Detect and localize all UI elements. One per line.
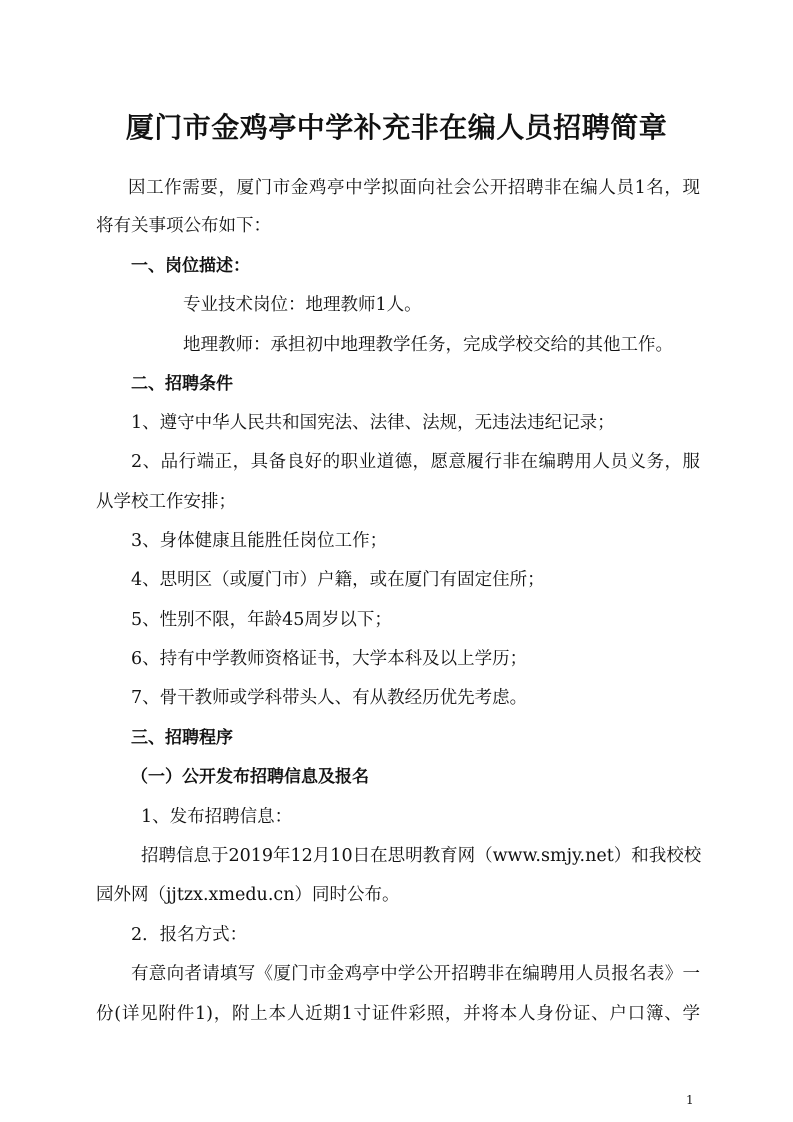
duty-line: 地理教师：承担初中地理教学任务，完成学校交给的其他工作。 [183, 335, 673, 355]
section-heading-position: 一、岗位描述： [131, 256, 250, 276]
section-heading-procedure: 三、招聘程序 [131, 728, 233, 748]
publish-info-line-2: 园外网（jjtzx.xmedu.cn）同时公布。 [96, 885, 400, 905]
registration-line-2: 份(详见附件1)，附上本人近期1寸证件彩照，并将本人身份证、户口簿、学 [96, 1004, 700, 1024]
intro-paragraph-line-2: 将有关事项公布如下： [96, 216, 271, 236]
page-number: 1 [686, 1093, 694, 1107]
condition-item: 4、思明区（或厦门市）户籍，或在厦门有固定住所； [131, 570, 545, 590]
position-line: 专业技术岗位：地理教师1人。 [183, 295, 422, 315]
condition-item-continued: 从学校工作安排； [96, 492, 236, 512]
subsection-heading-publish: （一）公开发布招聘信息及报名 [131, 767, 369, 787]
section-heading-conditions: 二、招聘条件 [131, 374, 233, 394]
publish-info-line-1: 招聘信息于2019年12月10日在思明教育网（www.smjy.net）和我校校 [141, 846, 702, 866]
document-title: 厦门市金鸡亭中学补充非在编人员招聘简章 [125, 111, 668, 144]
condition-item: 6、持有中学教师资格证书，大学本科及以上学历； [131, 649, 528, 669]
condition-item: 5、性别不限，年龄45周岁以下； [131, 610, 392, 630]
registration-line-1: 有意向者请填写《厦门市金鸡亭中学公开招聘非在编聘用人员报名表》一 [131, 964, 700, 984]
condition-item: 1、遵守中华人民共和国宪法、法律、法规，无违法违纪记录； [131, 413, 615, 433]
condition-item: 2、品行端正，具备良好的职业道德，愿意履行非在编聘用人员义务，服 [131, 452, 700, 472]
condition-item: 7、骨干教师或学科带头人、有从教经历优先考虑。 [131, 688, 528, 708]
condition-item: 3、身体健康且能胜任岗位工作； [131, 531, 388, 551]
intro-paragraph-line-1: 因工作需要，厦门市金鸡亭中学拟面向社会公开招聘非在编人员1名，现 [128, 178, 700, 198]
step-heading-publish-info: 1、发布招聘信息： [141, 807, 293, 827]
step-heading-registration: 2．报名方式： [131, 925, 248, 945]
